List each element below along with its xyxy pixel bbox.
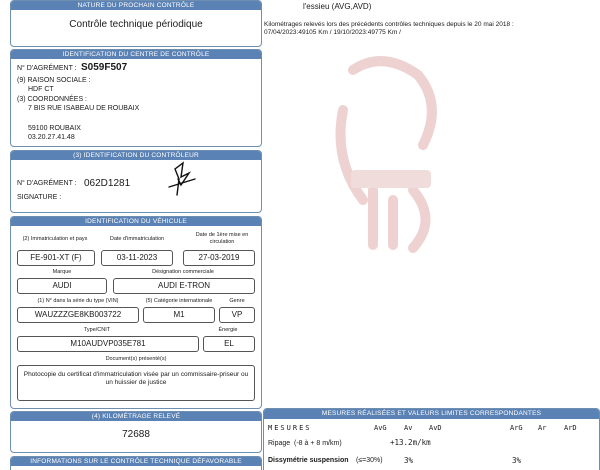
energie-label: Énergie (218, 327, 238, 333)
vehicule-header: IDENTIFICATION DU VÉHICULE (11, 217, 261, 226)
controleur-section (10, 150, 262, 213)
mesures-title: MESURES (268, 424, 312, 432)
type-value: M10AUDVP035E781 (17, 336, 199, 352)
date-immat-label: Date d'immatriculation (109, 236, 165, 242)
ripage-limit: (-8 à + 8 m/km) (294, 440, 342, 447)
controleur-agrement-label: N° D'AGRÉMENT : (17, 180, 77, 187)
controleur-agrement-value: 062D1281 (84, 178, 131, 189)
col-ard: ArD (564, 424, 577, 432)
centre-section (10, 49, 262, 147)
centre-agrement-value: S059F507 (81, 62, 128, 73)
vin-label: (1) N° dans la série du type (VIN) (37, 298, 119, 304)
col-avg: AvG (374, 424, 387, 432)
vehicule-section (10, 216, 262, 409)
controleur-header: (3) IDENTIFICATION DU CONTRÔLEUR (11, 151, 261, 160)
coordonnees-label: (3) COORDONNÉES : (17, 96, 88, 103)
documents-label: Document(s) présenté(s) (105, 356, 167, 362)
col-avd: AvD (429, 424, 442, 432)
centre-agrement-label: N° D'AGRÉMENT : (17, 65, 77, 72)
categorie-label: (5) Catégorie internationale (145, 298, 213, 304)
immat-label: (2) Immatriculation et pays (22, 236, 88, 242)
signature-label: SIGNATURE : (17, 194, 62, 201)
designation-label: Désignation commerciale (152, 269, 214, 275)
immat-value: FE-901-XT (F) (17, 250, 95, 266)
marque-label: Marque (52, 269, 72, 275)
type-label: Type/CNIT (83, 327, 111, 333)
documents-value: Photocopie du certificat d'immatriculation visée par un commissaire-priseur ou un huissier de justice (17, 365, 255, 401)
next-control-section (10, 0, 262, 47)
genre-value: VP (219, 307, 255, 323)
controleur-signature (161, 159, 201, 197)
km-history-line2: 07/04/2023:49105 Km / 19/10/2023:49775 Km / (264, 29, 401, 36)
kilometrage-section (10, 411, 262, 453)
raison-sociale-label: (9) RAISON SOCIALE : (17, 77, 91, 84)
address-line1: 7 BIS RUE ISABEAU DE ROUBAIX (28, 105, 140, 112)
dissymetrie-arg: 3% (512, 456, 522, 465)
genre-label: Genre (229, 298, 245, 304)
next-control-header: NATURE DU PROCHAIN CONTRÔLE (11, 1, 261, 10)
dissymetrie-label: Dissymétrie suspension (268, 457, 349, 464)
ripage-label: Ripage (268, 440, 291, 447)
info-defavorable-header: INFORMATIONS SUR LE CONTRÔLE TECHNIQUE DÉFAVORABLE (11, 457, 261, 466)
categorie-value: M1 (143, 307, 215, 323)
centre-header: IDENTIFICATION DU CENTRE DE CONTRÔLE (11, 50, 261, 59)
next-control-value: Contrôle technique périodique (69, 19, 203, 30)
kilometrage-header: (4) KILOMÉTRAGE RELEVÉ (11, 412, 261, 421)
address-line2: 59100 ROUBAIX (28, 125, 81, 132)
watermark-logo-icon (323, 50, 453, 260)
col-av: Av (404, 424, 413, 432)
essieu-text: l'essieu (AVG,AVD) (303, 2, 372, 11)
date-first-value: 27-03-2019 (183, 250, 255, 266)
mesures-section (263, 408, 600, 470)
col-ar: Ar (538, 424, 547, 432)
energie-value: EL (203, 336, 255, 352)
kilometrage-value: 72688 (122, 429, 150, 440)
vin-value: WAUZZZGE8KB003722 (17, 307, 139, 323)
right-column (263, 0, 600, 470)
designation-value: AUDI E-TRON (113, 278, 255, 294)
mesures-header: MESURES RÉALISÉES ET VALEURS LIMITES CORRESPONDANTES (264, 409, 599, 419)
raison-sociale-value: HDF CT (28, 86, 54, 93)
dissymetrie-avg: 3% (404, 456, 414, 465)
col-arg: ArG (510, 424, 523, 432)
date-immat-value: 03-11-2023 (101, 250, 173, 266)
km-history-line1: Kilométrages relevés lors des précédents contrôles techniques depuis le 20 mai 2018 : (264, 21, 514, 28)
marque-value: AUDI (17, 278, 107, 294)
centre-phone: 03.20.27.41.48 (28, 134, 75, 141)
dissymetrie-limit: (≤=30%) (356, 457, 383, 464)
info-defavorable-section (10, 456, 262, 470)
ripage-av: +13.2m/km (390, 438, 431, 447)
date-first-label: Date de 1ère mise en circulation (195, 232, 249, 245)
